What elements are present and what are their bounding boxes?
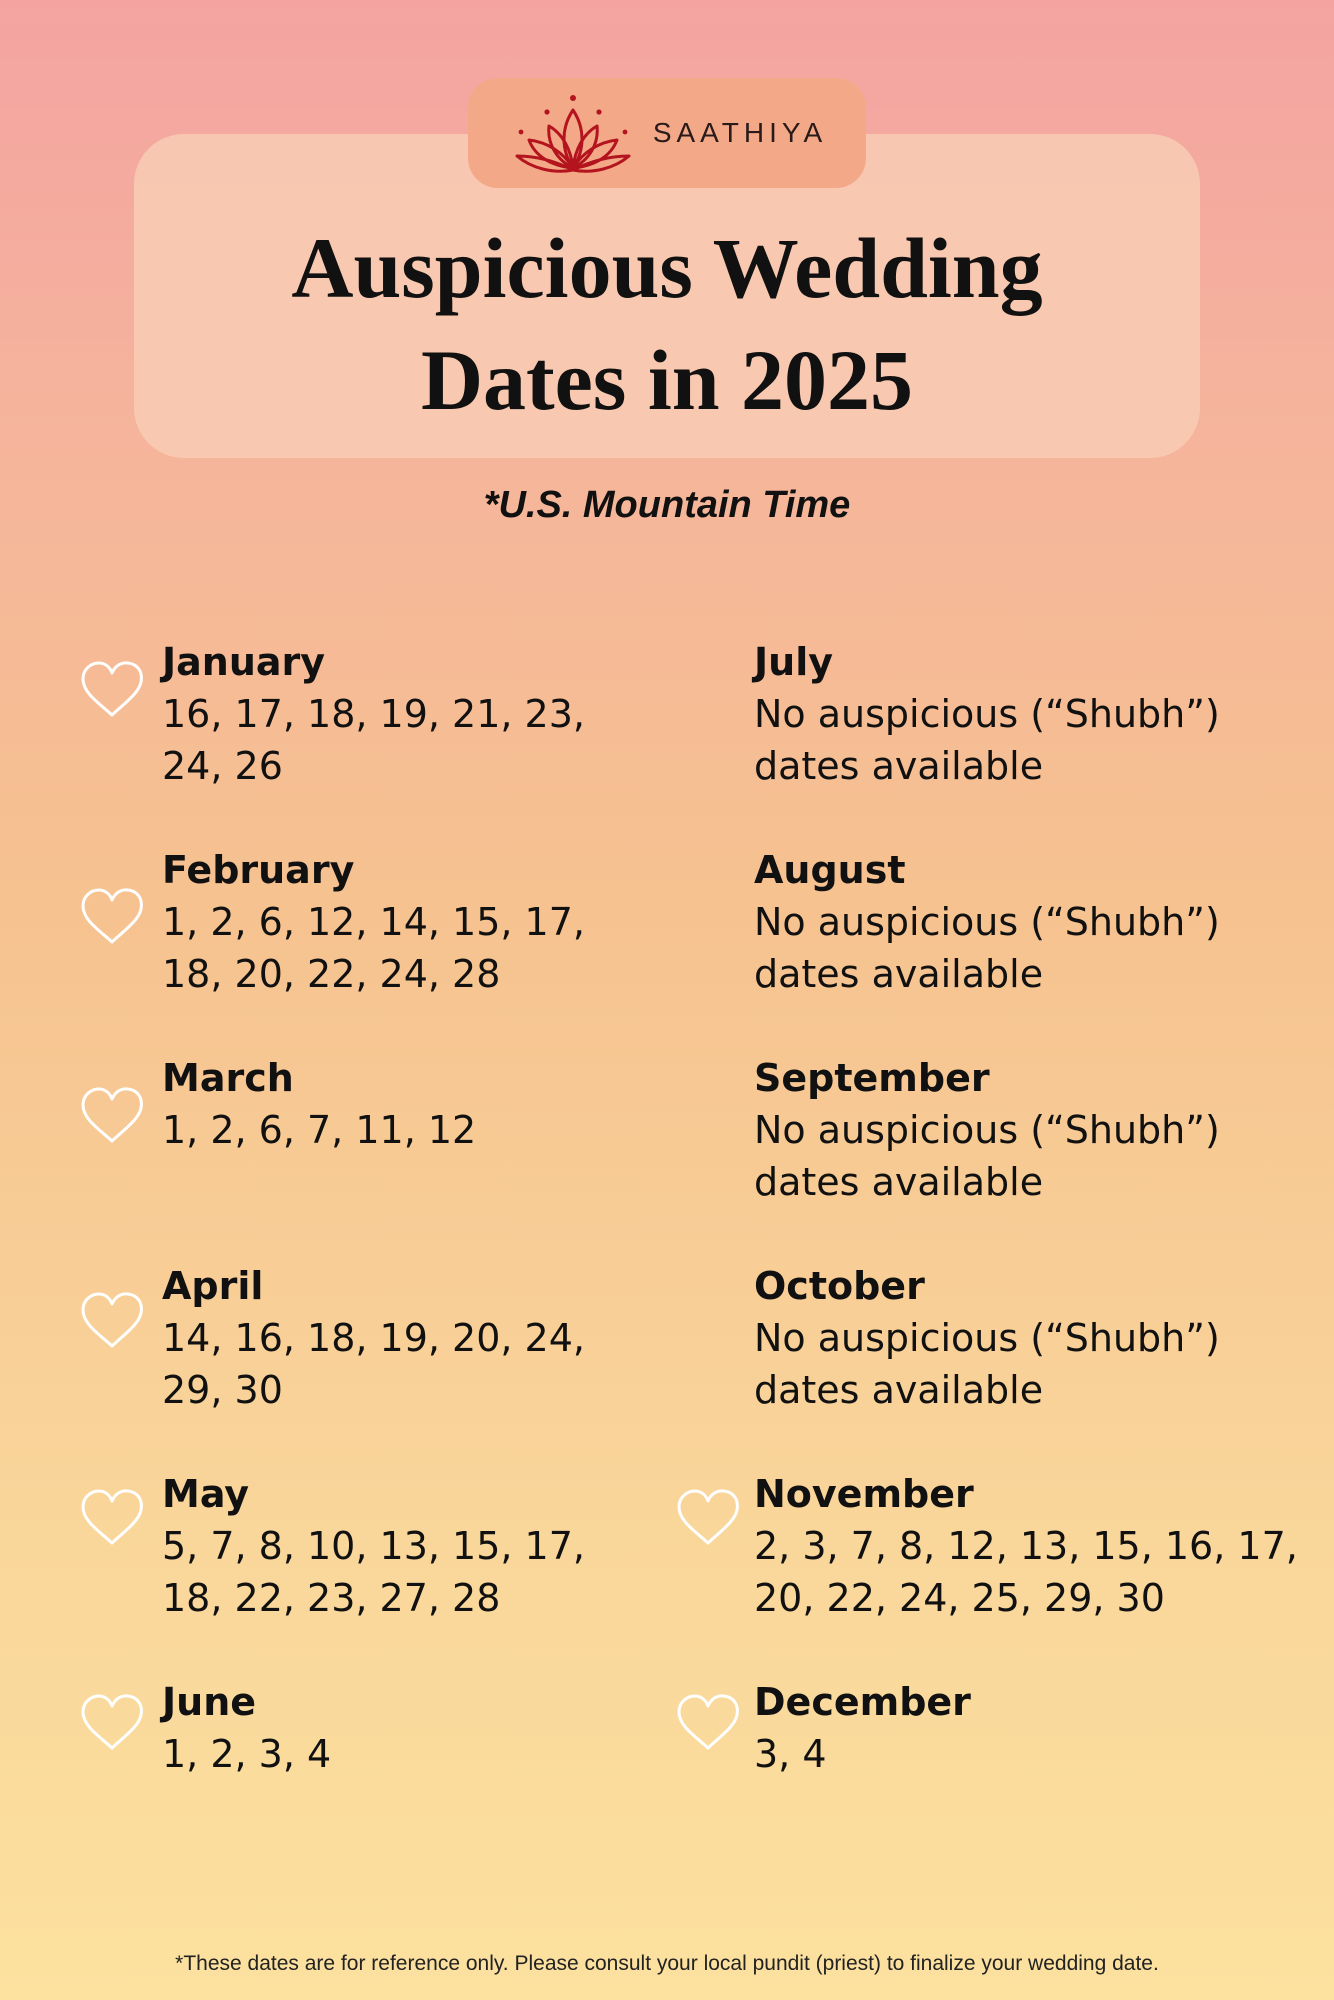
brand-name: SAATHIYA — [652, 117, 828, 148]
month-name: April — [162, 1264, 264, 1308]
month-name: December — [754, 1680, 971, 1724]
disclaimer-note: *These dates are for reference only. Please consult your local pundit (priest) to finalize your wedding date. — [175, 1952, 1159, 1975]
month-march — [162, 1052, 632, 1156]
heart-icon — [77, 886, 147, 948]
month-august — [754, 844, 1224, 1000]
month-february — [162, 844, 632, 1000]
title-line-1: Auspicious Wedding — [291, 220, 1043, 316]
month-july — [754, 636, 1224, 792]
timezone-note: *U.S. Mountain Time — [483, 484, 851, 526]
heart-icon — [77, 1692, 147, 1754]
lotus-icon — [507, 90, 639, 176]
month-dates: No auspicious (“Shubh”) dates available — [754, 1108, 1220, 1204]
title-line-2: Dates in 2025 — [420, 332, 914, 428]
brand-tab — [468, 78, 866, 188]
month-name: August — [754, 848, 906, 892]
month-dates: 14, 16, 18, 19, 20, 24, 29, 30 — [162, 1316, 585, 1412]
heart-icon — [77, 659, 147, 721]
month-november — [754, 1468, 1299, 1624]
month-april — [162, 1260, 632, 1416]
month-dates: No auspicious (“Shubh”) dates available — [754, 900, 1220, 996]
month-dates: 3, 4 — [754, 1732, 827, 1776]
month-dates: No auspicious (“Shubh”) dates available — [754, 692, 1220, 788]
month-january — [162, 636, 632, 792]
month-dates: 1, 2, 6, 7, 11, 12 — [162, 1108, 477, 1152]
month-dates: 2, 3, 7, 8, 12, 13, 15, 16, 17, 20, 22, 24, 25, 29, 30 — [754, 1524, 1298, 1620]
month-october — [754, 1260, 1224, 1416]
month-name: June — [162, 1680, 257, 1724]
month-name: January — [162, 640, 326, 684]
month-name: September — [754, 1056, 990, 1100]
month-name: November — [754, 1472, 974, 1516]
heart-icon — [77, 1085, 147, 1147]
heart-icon — [673, 1487, 743, 1549]
month-december — [754, 1676, 1224, 1780]
month-name: October — [754, 1264, 925, 1308]
heart-icon — [77, 1290, 147, 1352]
month-name: May — [162, 1472, 250, 1516]
month-name: July — [754, 640, 833, 684]
month-may — [162, 1468, 632, 1624]
month-dates: 1, 2, 6, 12, 14, 15, 17, 18, 20, 22, 24, 28 — [162, 900, 585, 996]
heart-icon — [77, 1487, 147, 1549]
month-dates: No auspicious (“Shubh”) dates available — [754, 1316, 1220, 1412]
month-september — [754, 1052, 1224, 1208]
month-dates: 5, 7, 8, 10, 13, 15, 17, 18, 22, 23, 27, 28 — [162, 1524, 585, 1620]
month-name: February — [162, 848, 355, 892]
heart-icon — [673, 1692, 743, 1754]
month-dates: 16, 17, 18, 19, 21, 23, 24, 26 — [162, 692, 585, 788]
page-title — [134, 212, 1200, 436]
month-june — [162, 1676, 632, 1780]
month-name: March — [162, 1056, 294, 1100]
month-dates: 1, 2, 3, 4 — [162, 1732, 332, 1776]
